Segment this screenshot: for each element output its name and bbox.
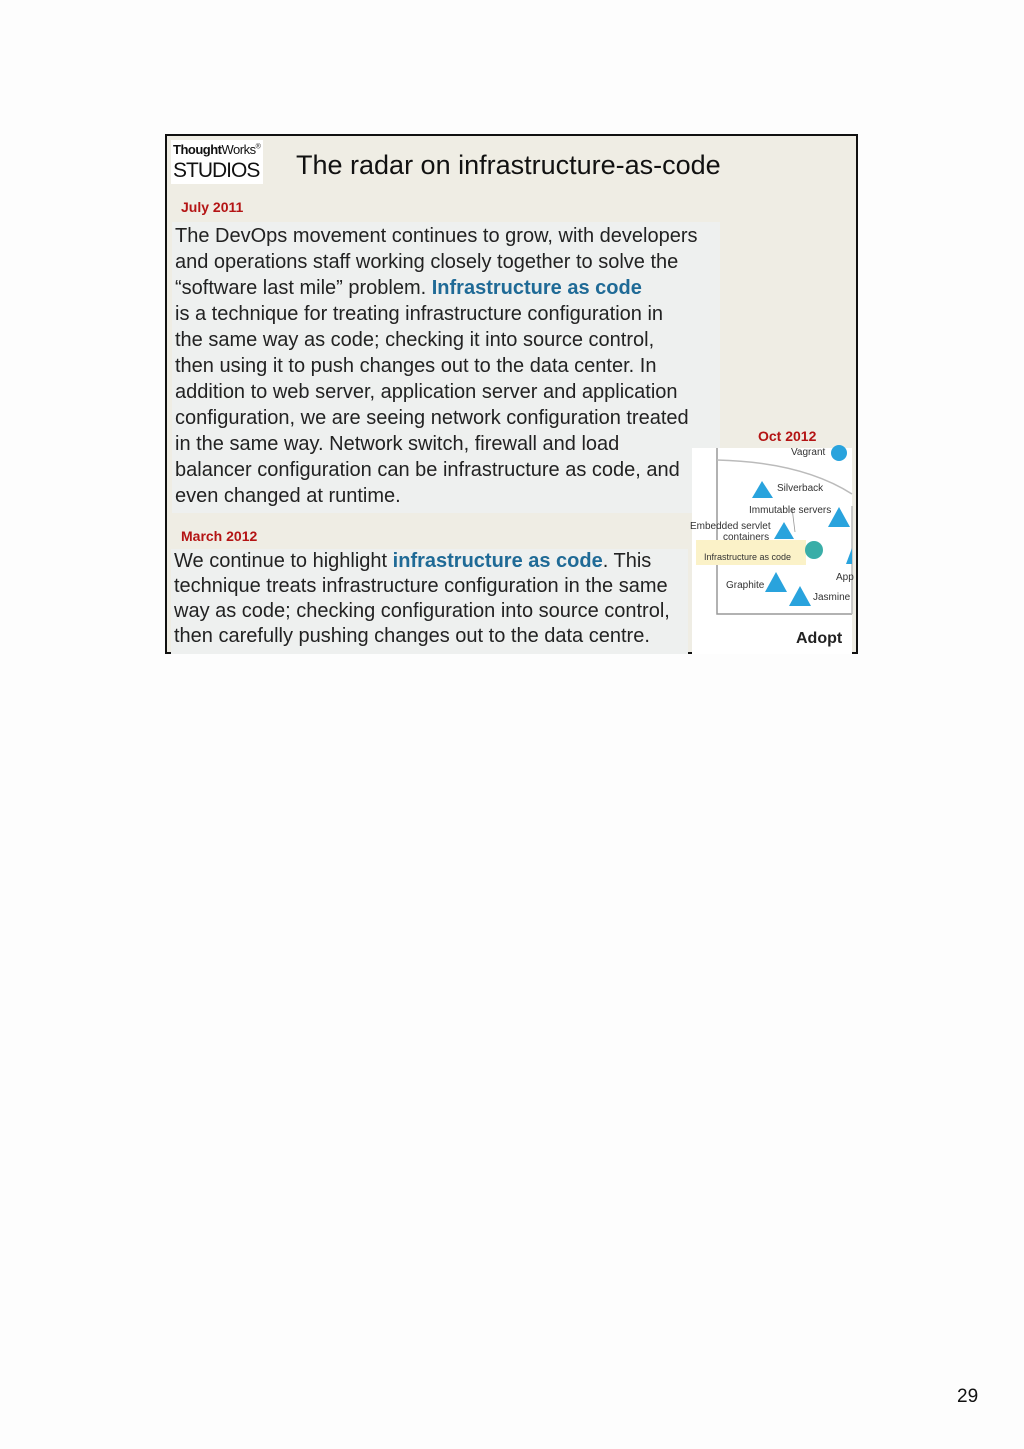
vagrant-blip <box>831 445 847 461</box>
graphite-label: Graphite <box>726 580 765 591</box>
immutable-servers-label: Immutable servers <box>749 505 832 516</box>
radar-graphic <box>692 448 852 654</box>
graphite-blip <box>765 572 787 592</box>
embedded-servlet-label-2: containers <box>723 532 770 543</box>
jasmine-blip <box>789 586 811 606</box>
iac-blip <box>805 541 823 559</box>
march-2012-label: March 2012 <box>181 528 258 544</box>
iac-label: Infrastructure as code <box>704 552 792 562</box>
app-blip <box>846 548 852 564</box>
thoughtworks-studios-logo: ThoughtWorks® STUDIOS <box>171 140 263 184</box>
oct-2012-label: Oct 2012 <box>758 428 817 444</box>
slide-title: The radar on infrastructure-as-code <box>296 150 721 180</box>
slide <box>165 134 858 654</box>
adopt-ring-label: Adopt <box>796 630 843 647</box>
immutable-servers-blip <box>828 507 850 527</box>
embedded-servlet-label: Embedded servlet <box>690 521 771 532</box>
page-number: 29 <box>957 1386 979 1407</box>
silverback-label: Silverback <box>777 483 824 494</box>
embedded-servlet-blip <box>774 522 794 539</box>
july-2011-text: The DevOps movement continues to grow, with developers and operations staff working closely together to solve the “software last mile” problem. Infrastructure as code is a technique for treating infrastructure configuration in the same way as code; checking it into source control, then using it to push changes out to the data center. In addition to web server, application server and application configuration, we are seeing network configuration treated in the same way. Network switch, firewall and load balancer configuration can be infrastructure as code, and even changed at runtime. <box>172 222 720 513</box>
app-label: App <box>836 572 854 583</box>
jasmine-label: Jasmine <box>813 592 851 603</box>
vagrant-label: Vagrant <box>791 447 826 458</box>
july-2011-label: July 2011 <box>181 199 244 215</box>
highlight-iac: infrastructure as code <box>392 550 603 572</box>
silverback-blip <box>752 481 773 498</box>
march-2012-text: We continue to highlight infrastructure as code. This technique treats infrastructure configuration in the same way as code; checking configuration into source control, then carefully pushing changes out to the data centre. <box>171 549 688 654</box>
radar-excerpt <box>692 448 852 654</box>
highlight-iac: Infrastructure as code <box>431 277 642 299</box>
